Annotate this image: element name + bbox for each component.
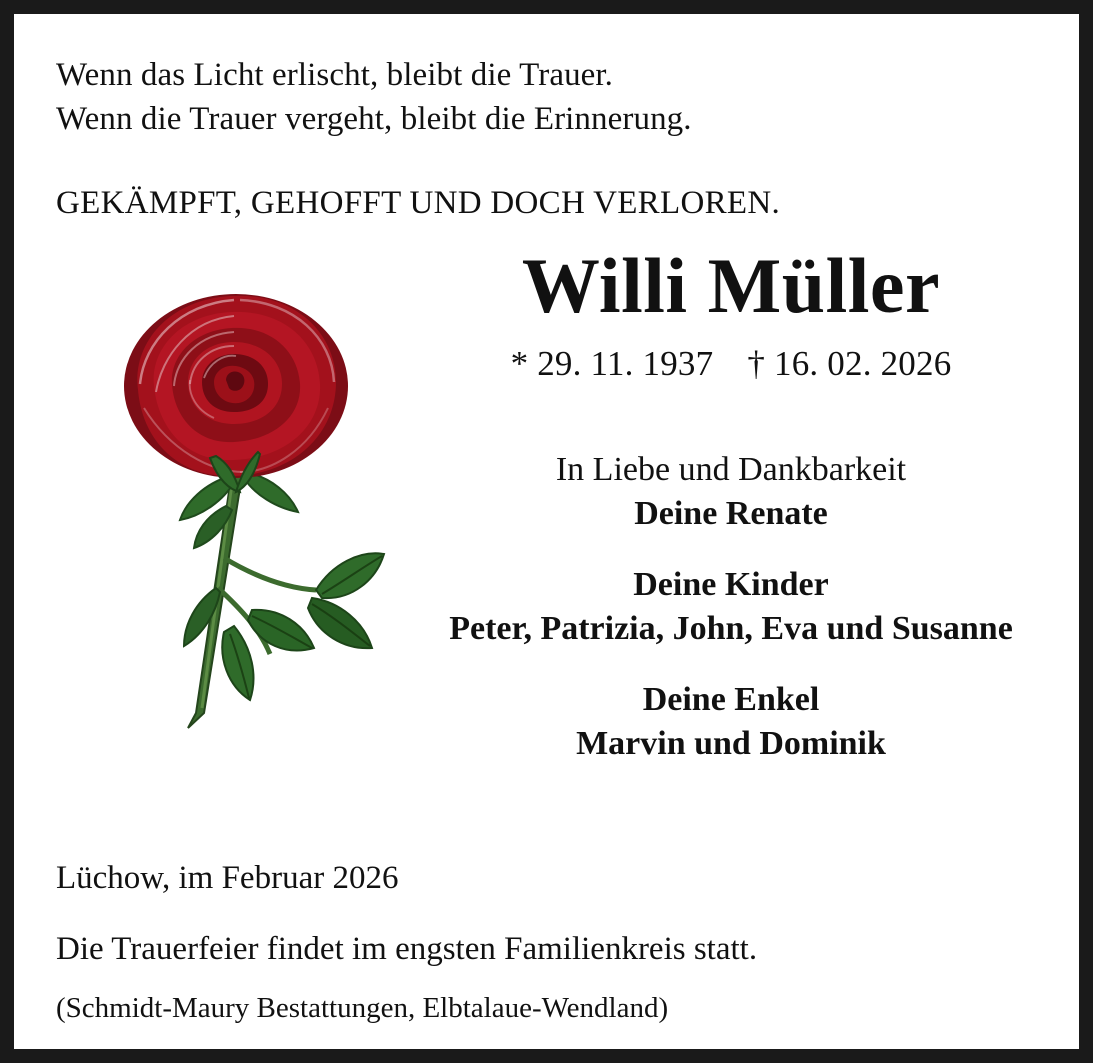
birth-date: * 29. 11. 1937 — [510, 343, 714, 383]
children-names: Peter, Patrizia, John, Eva und Susanne — [449, 609, 1013, 647]
undertaker-note: (Schmidt-Maury Bestattungen, Elbtalaue-Wendland) — [56, 992, 669, 1024]
tribute-group-grandchildren — [386, 678, 1076, 765]
rose-icon — [84, 258, 404, 758]
life-dates — [386, 344, 1076, 384]
tribute-block — [386, 446, 1076, 765]
grandchildren-names: Marvin und Dominik — [576, 724, 886, 762]
spouse-name: Deine Renate — [634, 494, 828, 532]
ceremony-note: Die Trauerfeier findet im engsten Familienkreis statt. — [56, 931, 758, 967]
place-and-date: Lüchow, im Februar 2026 — [56, 860, 399, 896]
grandchildren-label: Deine Enkel — [642, 681, 820, 719]
footer-block — [56, 860, 1046, 1025]
tribute-lead: In Liebe und Dankbarkeit — [555, 451, 907, 489]
tribute-group-children — [386, 563, 1076, 650]
body-area — [56, 242, 1037, 806]
tribute-group-spouse — [386, 448, 1076, 535]
verse-line-2: Wenn die Trauer vergeht, bleibt die Erinnerung. — [56, 100, 692, 137]
death-date: † 16. 02. 2026 — [747, 343, 952, 383]
verse-block — [56, 54, 1037, 141]
name-block — [386, 242, 1076, 384]
subtitle: GEKÄMPFT, GEHOFFT UND DOCH VERLOREN. — [56, 185, 781, 222]
deceased-name: Willi Müller — [521, 242, 941, 330]
children-label: Deine Kinder — [633, 566, 829, 604]
verse-line-1: Wenn das Licht erlischt, bleibt die Trauer. — [56, 57, 614, 93]
